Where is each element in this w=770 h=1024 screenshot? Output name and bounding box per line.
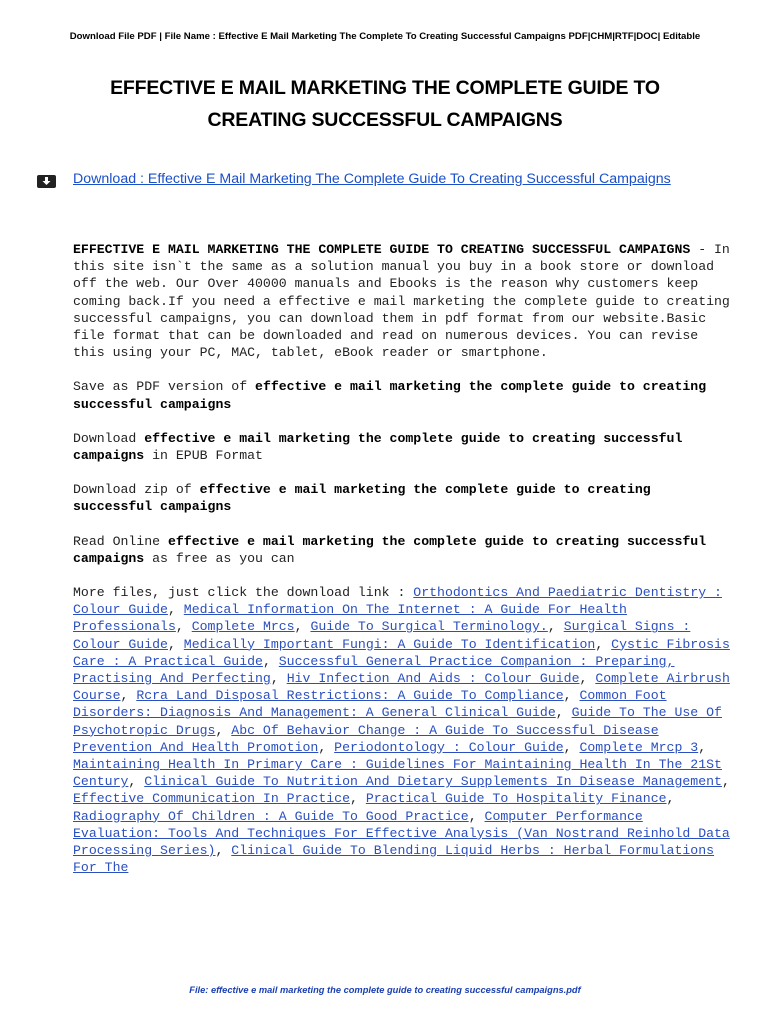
epub-bold: effective e mail marketing the complete guide to creating successful campaigns [73, 430, 683, 464]
related-file-link[interactable]: Maintaining Health In Primary Care : Guidelines For Maintaining Health In The 21St Century [73, 757, 722, 790]
link-separator: , [547, 619, 564, 635]
read-online-suffix: as free as you can [144, 550, 295, 566]
link-separator: , [262, 653, 279, 669]
save-pdf-paragraph [73, 378, 733, 412]
link-separator: , [579, 671, 596, 687]
link-separator: , [175, 619, 192, 635]
link-separator: , [595, 636, 612, 652]
read-online-paragraph [73, 533, 733, 567]
related-file-link[interactable]: Periodontology : Colour Guide [334, 739, 564, 755]
link-separator: , [698, 739, 707, 755]
zip-bold: effective e mail marketing the complete guide to creating successful campaigns [73, 482, 651, 515]
related-file-link[interactable]: Complete Airbrush Course [73, 671, 730, 704]
related-file-link[interactable]: Radiography Of Children : A Guide To Good Practice [73, 808, 469, 824]
related-file-link[interactable]: Computer Performance Evaluation: Tools And Techniques For Effective Analysis (Van Nostrand Reinhold Data Processing Series) [73, 808, 730, 859]
link-separator: , [349, 791, 366, 807]
related-file-link[interactable]: Guide To Surgical Terminology. [310, 619, 548, 635]
related-file-link[interactable]: Medically Important Fungi: A Guide To Identification [183, 636, 596, 652]
read-online-prefix: Read Online [73, 533, 168, 549]
related-file-link[interactable]: Medical Information On The Internet : A Guide For Health Professionals [73, 602, 627, 635]
link-separator: , [167, 602, 184, 618]
link-separator: , [721, 774, 730, 790]
related-file-link[interactable]: Cystic Fibrosis Care : A Practical Guide [73, 636, 730, 669]
intro-paragraph [73, 241, 733, 361]
epub-suffix: in EPUB Format [144, 448, 263, 464]
epub-prefix: Download [73, 430, 145, 446]
related-file-link[interactable]: Rcra Land Disposal Restrictions: A Guide To Compliance [136, 688, 564, 704]
link-separator: , [215, 722, 232, 738]
link-separator: , [666, 791, 675, 807]
related-file-link[interactable]: Complete Mrcp 3 [579, 739, 699, 755]
document-body [73, 241, 733, 894]
link-separator: , [120, 688, 137, 704]
related-file-link[interactable]: Effective Communication In Practice [73, 791, 350, 807]
save-pdf-bold: effective e mail marketing the complete guide to creating successful campaigns [73, 379, 707, 412]
link-separator: , [270, 671, 287, 687]
more-files-links [73, 585, 730, 875]
download-zip-paragraph [73, 481, 733, 515]
more-files-prefix: More files, just click the download link : [73, 585, 414, 601]
related-file-link[interactable]: Clinical Guide To Blending Liquid Herbs : Herbal Formulations For The [73, 843, 715, 876]
page-header: Download File PDF | File Name : Effective E Mail Marketing The Complete To Creating Successful Campaigns PDF|CHM|RTF|DOC| Editable [69, 31, 701, 42]
download-link[interactable]: Download : Effective E Mail Marketing The Complete Guide To Creating Successful Campaigns [73, 171, 671, 187]
more-files-paragraph [73, 584, 733, 876]
related-file-link[interactable]: Common Foot Disorders: Diagnosis And Management: A General Clinical Guide [73, 688, 667, 721]
read-online-bold: effective e mail marketing the complete guide to creating successful campaigns [73, 533, 707, 566]
title-line-2: CREATING SUCCESSFUL CAMPAIGNS [207, 109, 563, 131]
intro-bold: EFFECTIVE E MAIL MARKETING THE COMPLETE GUIDE TO CREATING SUCCESSFUL CAMPAIGNS [73, 242, 691, 257]
intro-text: - In this site isn`t the same as a solution manual you buy in a book store or download off the web. Our Over 40000 manuals and Ebooks is the reason why customers keep coming back.If you need a effective e mail marketing the complete guide to creating successful campaigns, you can download them in pdf format from our website.Basic file format that can be downloaded and read on numerous devices. You can revise this using your PC, MAC, tablet, eBook reader or smartphone. [73, 242, 730, 361]
related-file-link[interactable]: Successful General Practice Companion : Preparing, Practising And Perfecting [73, 653, 675, 687]
save-pdf-prefix: Save as PDF version of [73, 379, 256, 395]
title-line-1: EFFECTIVE E MAIL MARKETING THE COMPLETE GUIDE TO [110, 77, 660, 99]
related-file-link[interactable]: Surgical Signs : Colour Guide [73, 619, 691, 652]
related-file-link[interactable]: Clinical Guide To Nutrition And Dietary Supplements In Disease Management [144, 774, 722, 790]
link-separator: , [563, 688, 580, 704]
related-file-link[interactable]: Abc Of Behavior Change : A Guide To Successful Disease Prevention And Health Promotion [73, 722, 659, 755]
link-separator: , [563, 739, 580, 755]
link-separator: , [318, 739, 335, 755]
related-file-link[interactable]: Complete Mrcs [191, 619, 295, 635]
download-icon[interactable] [37, 175, 56, 188]
page-footer: File: effective e mail marketing the complete guide to creating successful campaigns.pdf [189, 985, 581, 995]
related-file-link[interactable]: Hiv Infection And Aids : Colour Guide [286, 671, 580, 687]
document-title [40, 72, 730, 136]
link-separator: , [294, 619, 311, 635]
download-epub-paragraph [73, 430, 733, 464]
link-separator: , [167, 636, 184, 652]
link-separator: , [468, 808, 485, 824]
related-file-link[interactable]: Guide To The Use Of Psychotropic Drugs [73, 705, 722, 738]
link-separator: , [215, 843, 232, 859]
zip-prefix: Download zip of [73, 482, 200, 498]
link-separator: , [128, 774, 145, 790]
related-file-link[interactable]: Practical Guide To Hospitality Finance [365, 791, 667, 807]
related-file-link[interactable]: Orthodontics And Paediatric Dentistry : Colour Guide [73, 585, 722, 618]
link-separator: , [555, 705, 572, 721]
